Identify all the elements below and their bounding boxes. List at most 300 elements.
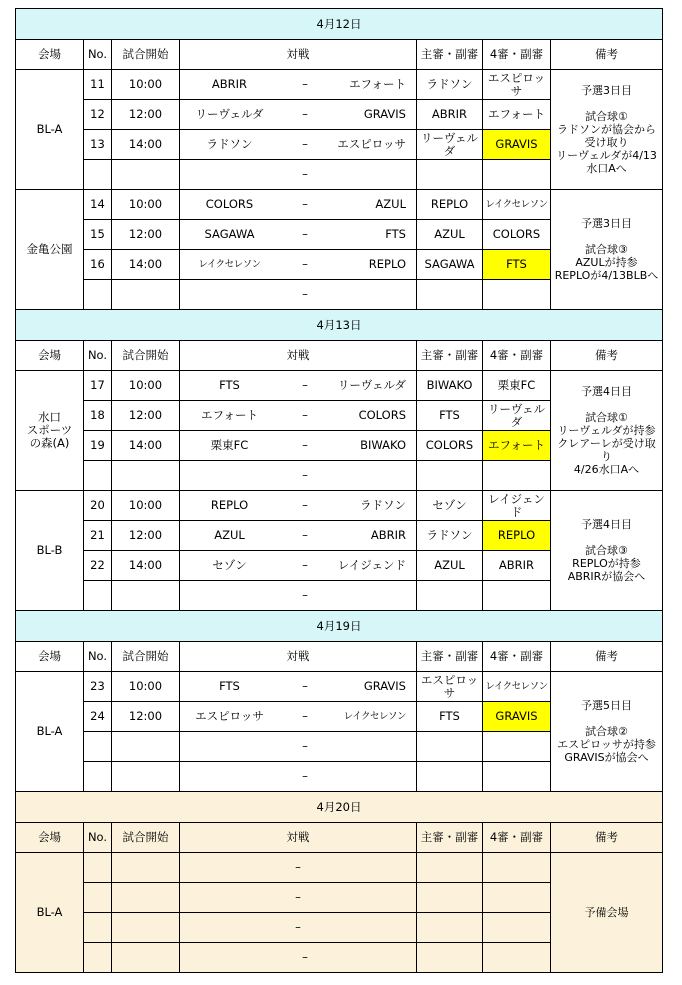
match-number [83,400,112,431]
home-team: エスピロッサ [195,709,264,723]
match-number [83,761,112,792]
header-fourth-text: 4審・副審 [489,348,544,362]
header-referee [416,641,483,672]
match-number-text: 19 [90,438,105,452]
match-number-text: 14 [90,197,105,211]
notes-cell [550,490,663,611]
header-match [179,822,417,853]
match-number [83,520,112,551]
fourth-official-text: エフォート [488,438,545,452]
venue-name-text: BL-B [36,543,63,557]
header-fourth [482,340,551,371]
fourth-official [482,69,551,100]
header-venue-text: 会場 [38,649,61,663]
fourth-official [482,731,551,762]
header-referee-text: 主審・副審 [420,830,479,844]
fourth-official [482,912,551,943]
referee-text: エスピロッサ [420,672,479,700]
header-match [179,641,417,672]
start-time [111,249,180,280]
fourth-official [482,882,551,913]
versus-dash: – [302,77,308,91]
versus-dash: – [302,498,308,512]
fourth-official [482,370,551,401]
start-time [111,912,180,943]
match-cell [179,912,417,943]
fourth-official-text: レイクセレソン [485,199,548,210]
start-time [111,731,180,762]
referee-text: BIWAKO [426,378,473,392]
home-team: COLORS [205,197,254,211]
header-notes-text: 備考 [595,649,618,663]
fourth-official [482,99,551,130]
referee [416,69,483,100]
header-notes-text: 備考 [595,47,618,61]
versus-dash: – [302,227,308,241]
fourth-official [482,430,551,461]
start-time [111,460,180,491]
versus-dash: – [302,950,308,964]
fourth-official [482,580,551,611]
match-cell [179,580,417,611]
versus-dash: – [302,709,308,723]
match-number-text: 18 [90,408,105,422]
venue-name [15,671,84,792]
fourth-official-text: 栗東FC [497,378,536,392]
header-notes [550,822,663,853]
fourth-official-text: エフォート [488,107,545,121]
start-time-text: 14:00 [128,438,163,452]
start-time-text: 10:00 [128,498,163,512]
versus-dash: – [295,920,301,934]
match-number-text: 17 [90,378,105,392]
fourth-official-text: エスピロッサ [487,70,546,98]
match-number [83,490,112,521]
notes-cell [550,852,663,973]
match-cell [179,942,417,973]
referee [416,852,483,883]
match-cell [179,852,417,883]
notes-cell-text: 予選5日目 試合球② エスピロッサが持参 GRAVISが協会へ [557,699,656,764]
match-number-text: 22 [90,558,105,572]
notes-cell [550,370,663,491]
match-number [83,249,112,280]
match-number [83,731,112,762]
start-time [111,430,180,461]
match-number-text: 12 [90,107,105,121]
start-time [111,370,180,401]
fourth-official [482,159,551,190]
start-time-text: 10:00 [128,197,163,211]
fourth-official [482,219,551,250]
header-no [83,340,112,371]
venue-name [15,69,84,190]
header-notes [550,641,663,672]
versus-dash: – [302,528,308,542]
fourth-official [482,490,551,521]
fourth-official [482,279,551,310]
header-venue [15,641,84,672]
start-time [111,99,180,130]
start-time-text: 12:00 [128,227,163,241]
versus-dash: – [302,167,308,181]
away-team: レイジェンド [337,558,406,572]
start-time [111,701,180,732]
header-match-text: 対戦 [286,47,310,61]
header-match [179,340,417,371]
versus-dash: – [302,378,308,392]
match-cell [179,550,417,581]
venue-name [15,370,84,491]
venue-name [15,852,84,973]
fourth-official [482,400,551,431]
away-team: ラドソン [360,498,406,512]
start-time [111,129,180,160]
match-cell [179,129,417,160]
header-referee-text: 主審・副審 [420,47,479,61]
match-cell [179,701,417,732]
header-notes [550,39,663,70]
start-time [111,219,180,250]
referee [416,761,483,792]
start-time [111,159,180,190]
referee-text: ABRIR [431,107,468,121]
match-cell [179,460,417,491]
versus-dash: – [302,197,308,211]
header-fourth-text: 4審・副審 [489,830,544,844]
referee [416,279,483,310]
start-time-text: 10:00 [128,77,163,91]
referee [416,671,483,702]
fourth-official-text: GRAVIS [495,709,538,723]
header-start-text: 試合開始 [122,830,169,844]
date-band [15,309,663,341]
match-number [83,430,112,461]
home-team: REPLO [210,498,249,512]
fourth-official-text: FTS [506,257,527,271]
venue-name [15,490,84,611]
match-number-text: 15 [90,227,105,241]
home-team: FTS [219,679,240,693]
fourth-official [482,942,551,973]
match-cell [179,761,417,792]
match-cell [179,249,417,280]
fourth-official-text: COLORS [492,227,541,241]
fourth-official-text: ABRIR [498,558,535,572]
match-number-text: 16 [90,257,105,271]
home-team: レイクセレソン [198,259,261,270]
referee [416,370,483,401]
match-cell [179,99,417,130]
fourth-official-text: GRAVIS [495,137,538,151]
match-number [83,671,112,702]
fourth-official [482,701,551,732]
header-fourth-text: 4審・副審 [489,649,544,663]
date-band-text: 4月13日 [316,317,362,332]
away-team: エフォート [349,77,406,91]
match-cell [179,189,417,220]
fourth-official [482,189,551,220]
fourth-official [482,460,551,491]
start-time [111,761,180,792]
header-fourth [482,822,551,853]
home-team: ラドソン [206,137,253,151]
home-team: ABRIR [211,77,248,91]
start-time [111,400,180,431]
header-start-text: 試合開始 [122,649,169,663]
referee [416,580,483,611]
referee [416,731,483,762]
versus-dash: – [302,287,308,301]
match-cell [179,159,417,190]
versus-dash: – [295,890,301,904]
referee [416,189,483,220]
match-number [83,460,112,491]
away-team: GRAVIS [363,679,406,693]
start-time-text: 10:00 [128,378,163,392]
away-team: レイクセレソン [343,711,406,722]
away-team: リーヴェルダ [337,378,406,392]
referee [416,882,483,913]
header-no [83,39,112,70]
header-notes-text: 備考 [595,348,618,362]
header-venue [15,39,84,70]
referee [416,219,483,250]
match-number [83,129,112,160]
match-number [83,159,112,190]
header-referee-text: 主審・副審 [420,348,479,362]
start-time-text: 14:00 [128,558,163,572]
notes-cell-text: 予選3日目 試合球① ラドソンが協会から受け取り リーヴェルダが4/13水口Aへ [556,84,657,175]
header-match-text: 対戦 [286,348,310,362]
match-number [83,550,112,581]
referee-text: FTS [439,709,460,723]
referee [416,550,483,581]
match-number [83,219,112,250]
fourth-official [482,520,551,551]
versus-dash: – [302,588,308,602]
fourth-official [482,671,551,702]
referee [416,701,483,732]
versus-dash: – [302,137,308,151]
start-time-text: 14:00 [128,137,163,151]
date-band [15,791,663,823]
away-team: BIWAKO [360,438,406,452]
start-time [111,671,180,702]
start-time-text: 12:00 [128,408,163,422]
referee [416,520,483,551]
venue-name-text: BL-A [36,724,63,738]
notes-cell-text: 予選4日目 試合球③ REPLOが持参 ABRIRが協会へ [567,518,646,583]
header-venue [15,822,84,853]
match-cell [179,671,417,702]
header-start-text: 試合開始 [122,348,169,362]
notes-cell [550,69,663,190]
match-cell [179,69,417,100]
home-team: SAGAWA [204,227,255,241]
date-band-text: 4月19日 [316,618,362,633]
header-notes-text: 備考 [595,830,618,844]
header-start [111,39,180,70]
fourth-official-text: レイクセレソン [485,681,548,692]
notes-cell-text: 予選3日目 試合球③ AZULが持参 REPLOが4/13BLBへ [554,217,659,282]
header-no-text: No. [87,348,108,362]
away-team: COLORS [358,408,406,422]
header-venue-text: 会場 [38,348,61,362]
home-team: 栗東FC [210,438,249,452]
referee [416,942,483,973]
referee-text: ラドソン [426,528,473,542]
versus-dash: – [302,679,308,693]
fourth-official-text: レイジェンド [488,491,545,519]
home-team: FTS [219,378,240,392]
versus-dash: – [302,739,308,753]
match-number [83,580,112,611]
start-time-text: 12:00 [128,107,163,121]
referee-text: ラドソン [426,77,473,91]
start-time-text: 14:00 [128,257,163,271]
header-venue-text: 会場 [38,47,61,61]
match-number-text: 21 [90,528,105,542]
versus-dash: – [302,107,308,121]
match-number [83,852,112,883]
referee-text: FTS [439,408,460,422]
header-no [83,641,112,672]
away-team: AZUL [375,197,406,211]
match-cell [179,219,417,250]
match-number [83,279,112,310]
venue-name [15,189,84,310]
start-time-text: 12:00 [128,528,163,542]
header-start [111,822,180,853]
referee [416,490,483,521]
date-band-text: 4月20日 [316,799,362,814]
notes-cell-text: 予選4日目 試合球① リーヴェルダが持参 クレアーレが受け取り 4/26水口Aへ [557,385,656,476]
fourth-official [482,129,551,160]
referee [416,460,483,491]
venue-name-text: 金亀公園 [26,242,73,256]
versus-dash: – [302,408,308,422]
match-number [83,99,112,130]
header-venue-text: 会場 [38,830,61,844]
match-number-text: 23 [90,679,105,693]
versus-dash: – [302,558,308,572]
away-team: ABRIR [370,528,406,542]
notes-cell [550,671,663,792]
referee-text: セゾン [432,498,467,512]
referee-text: REPLO [430,197,469,211]
fourth-official [482,249,551,280]
match-number [83,189,112,220]
match-number-text: 24 [90,709,105,723]
start-time [111,852,180,883]
fourth-official-text: REPLO [497,528,536,542]
header-referee [416,340,483,371]
away-team: GRAVIS [363,107,406,121]
header-fourth [482,39,551,70]
versus-dash: – [302,438,308,452]
referee [416,159,483,190]
date-band [15,610,663,642]
referee [416,99,483,130]
match-cell [179,882,417,913]
venue-name-text: BL-A [36,122,63,136]
versus-dash: – [302,468,308,482]
header-start-text: 試合開始 [122,47,169,61]
header-no-text: No. [87,830,108,844]
start-time [111,580,180,611]
referee [416,129,483,160]
start-time [111,69,180,100]
header-referee-text: 主審・副審 [420,649,479,663]
home-team: AZUL [214,528,245,542]
match-number [83,69,112,100]
match-cell [179,279,417,310]
header-start [111,641,180,672]
away-team: FTS [385,227,406,241]
match-cell [179,520,417,551]
referee [416,249,483,280]
start-time [111,279,180,310]
start-time [111,942,180,973]
referee-text: AZUL [434,227,465,241]
header-no-text: No. [87,649,108,663]
date-band-text: 4月12日 [316,16,362,31]
referee [416,912,483,943]
start-time-text: 12:00 [128,709,163,723]
header-no-text: No. [87,47,108,61]
fourth-official [482,852,551,883]
match-number-text: 20 [90,498,105,512]
referee-text: リーヴェルダ [420,130,479,158]
header-notes [550,340,663,371]
header-referee [416,39,483,70]
referee-text: SAGAWA [424,257,475,271]
header-no [83,822,112,853]
home-team: リーヴェルダ [195,107,264,121]
match-cell [179,731,417,762]
fourth-official [482,550,551,581]
versus-dash: – [302,769,308,783]
away-team: エスピロッサ [337,137,406,151]
notes-cell [550,189,663,310]
start-time [111,550,180,581]
header-referee [416,822,483,853]
header-match-text: 対戦 [286,830,310,844]
match-number [83,882,112,913]
header-start [111,340,180,371]
match-number-text: 11 [90,77,105,91]
notes-cell-text: 予備会場 [584,906,629,919]
date-band [15,8,663,40]
match-number-text: 13 [90,137,105,151]
match-cell [179,400,417,431]
header-venue [15,340,84,371]
start-time [111,882,180,913]
referee [416,430,483,461]
match-cell [179,370,417,401]
header-match [179,39,417,70]
home-team: エフォート [201,408,258,422]
start-time [111,520,180,551]
fourth-official [482,761,551,792]
referee [416,400,483,431]
away-team: REPLO [368,257,406,271]
match-number [83,912,112,943]
versus-dash: – [302,257,308,271]
venue-name-text: 水口 スポーツ の森(A) [26,410,73,450]
referee-text: COLORS [425,438,474,452]
